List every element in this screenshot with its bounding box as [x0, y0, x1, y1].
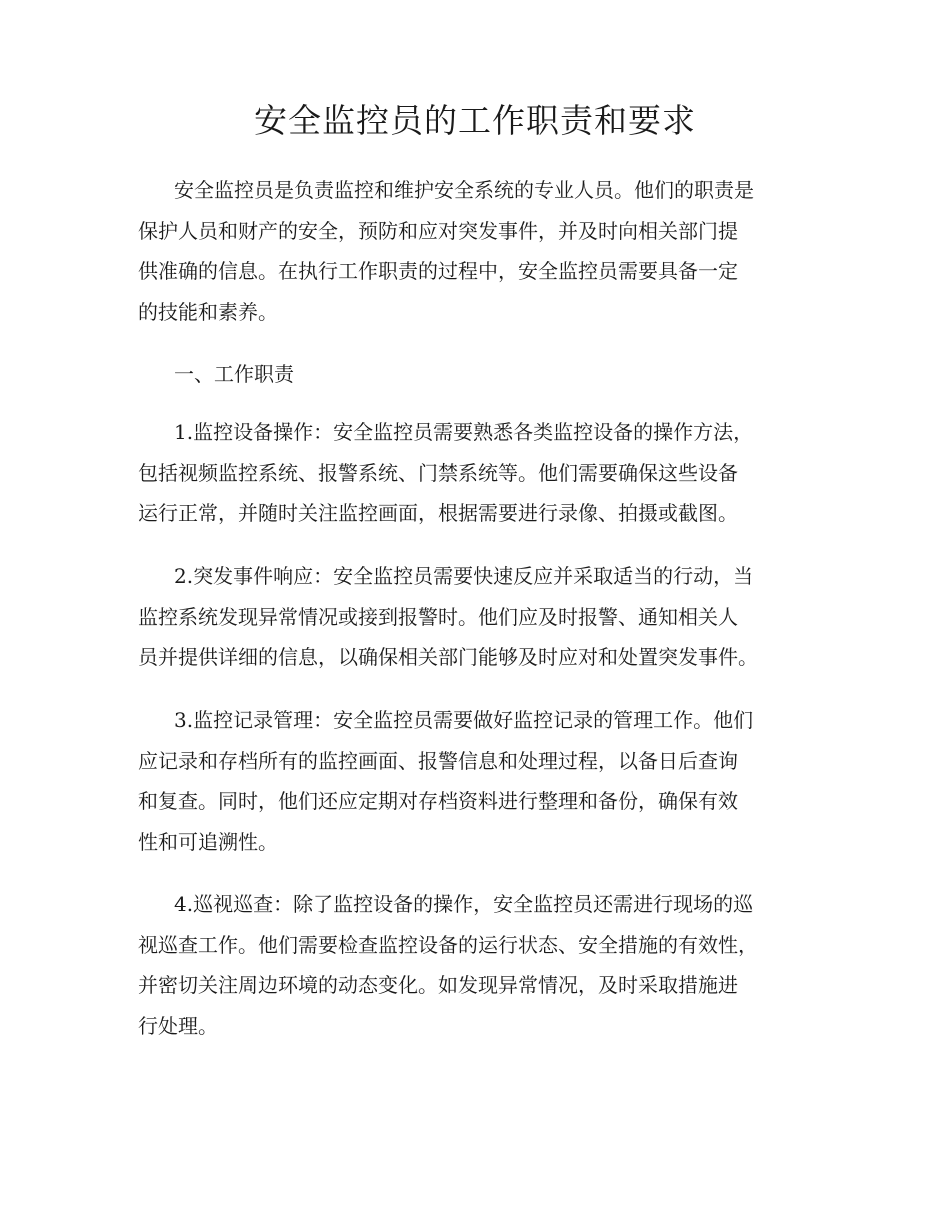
paragraph-line: 视巡查工作。他们需要检查监控设备的运行状态、安全措施的有效性， — [138, 932, 758, 957]
paragraph-line: 性和可追溯性。 — [138, 829, 278, 854]
duty-item-3 — [138, 700, 818, 862]
paragraph-line: 3.监控记录管理：安全监控员需要做好监控记录的管理工作。他们 — [174, 708, 754, 732]
paragraph-line: 保护人员和财产的安全，预防和应对突发事件，并及时向相关部门提 — [138, 218, 738, 243]
section-heading-text: 一、工作职责 — [174, 362, 294, 386]
paragraph-line: 应记录和存档所有的监控画面、报警信息和处理过程，以备日后查询 — [138, 748, 738, 773]
paragraph-line: 1.监控设备操作：安全监控员需要熟悉各类监控设备的操作方法， — [174, 420, 754, 444]
paragraph-line: 并密切关注周边环境的动态变化。如发现异常情况，及时采取措施进 — [138, 973, 738, 997]
paragraph-line: 的技能和素养。 — [138, 299, 278, 324]
paragraph-line: 4.巡视巡查：除了监控设备的操作，安全监控员还需进行现场的巡 — [174, 892, 754, 916]
paragraph-line: 员并提供详细的信息，以确保相关部门能够及时应对和处置突发事件。 — [138, 645, 758, 669]
paragraph-line: 和复查。同时，他们还应定期对存档资料进行整理和备份，确保有效 — [138, 789, 738, 813]
document-title: 安全监控员的工作职责和要求 — [254, 101, 696, 140]
paragraph-line: 安全监控员是负责监控和维护安全系统的专业人员。他们的职责是 — [174, 178, 754, 202]
paragraph-line: 供准确的信息。在执行工作职责的过程中，安全监控员需要具备一定 — [138, 259, 738, 283]
duty-item-4 — [138, 884, 818, 1046]
paragraph-line: 监控系统发现异常情况或接到报警时。他们应及时报警、通知相关人 — [138, 604, 738, 629]
paragraph-line: 运行正常，并随时关注监控画面，根据需要进行录像、拍摄或截图。 — [138, 501, 738, 525]
paragraph-line: 2.突发事件响应：安全监控员需要快速反应并采取适当的行动，当 — [174, 564, 754, 588]
section-heading — [138, 354, 818, 395]
duty-item-2 — [138, 556, 818, 678]
paragraph-line: 包括视频监控系统、报警系统、门禁系统等。他们需要确保这些设备 — [138, 460, 738, 485]
duty-item-1 — [138, 412, 818, 534]
intro-paragraph — [138, 170, 818, 332]
paragraph-line: 行处理。 — [138, 1013, 218, 1038]
